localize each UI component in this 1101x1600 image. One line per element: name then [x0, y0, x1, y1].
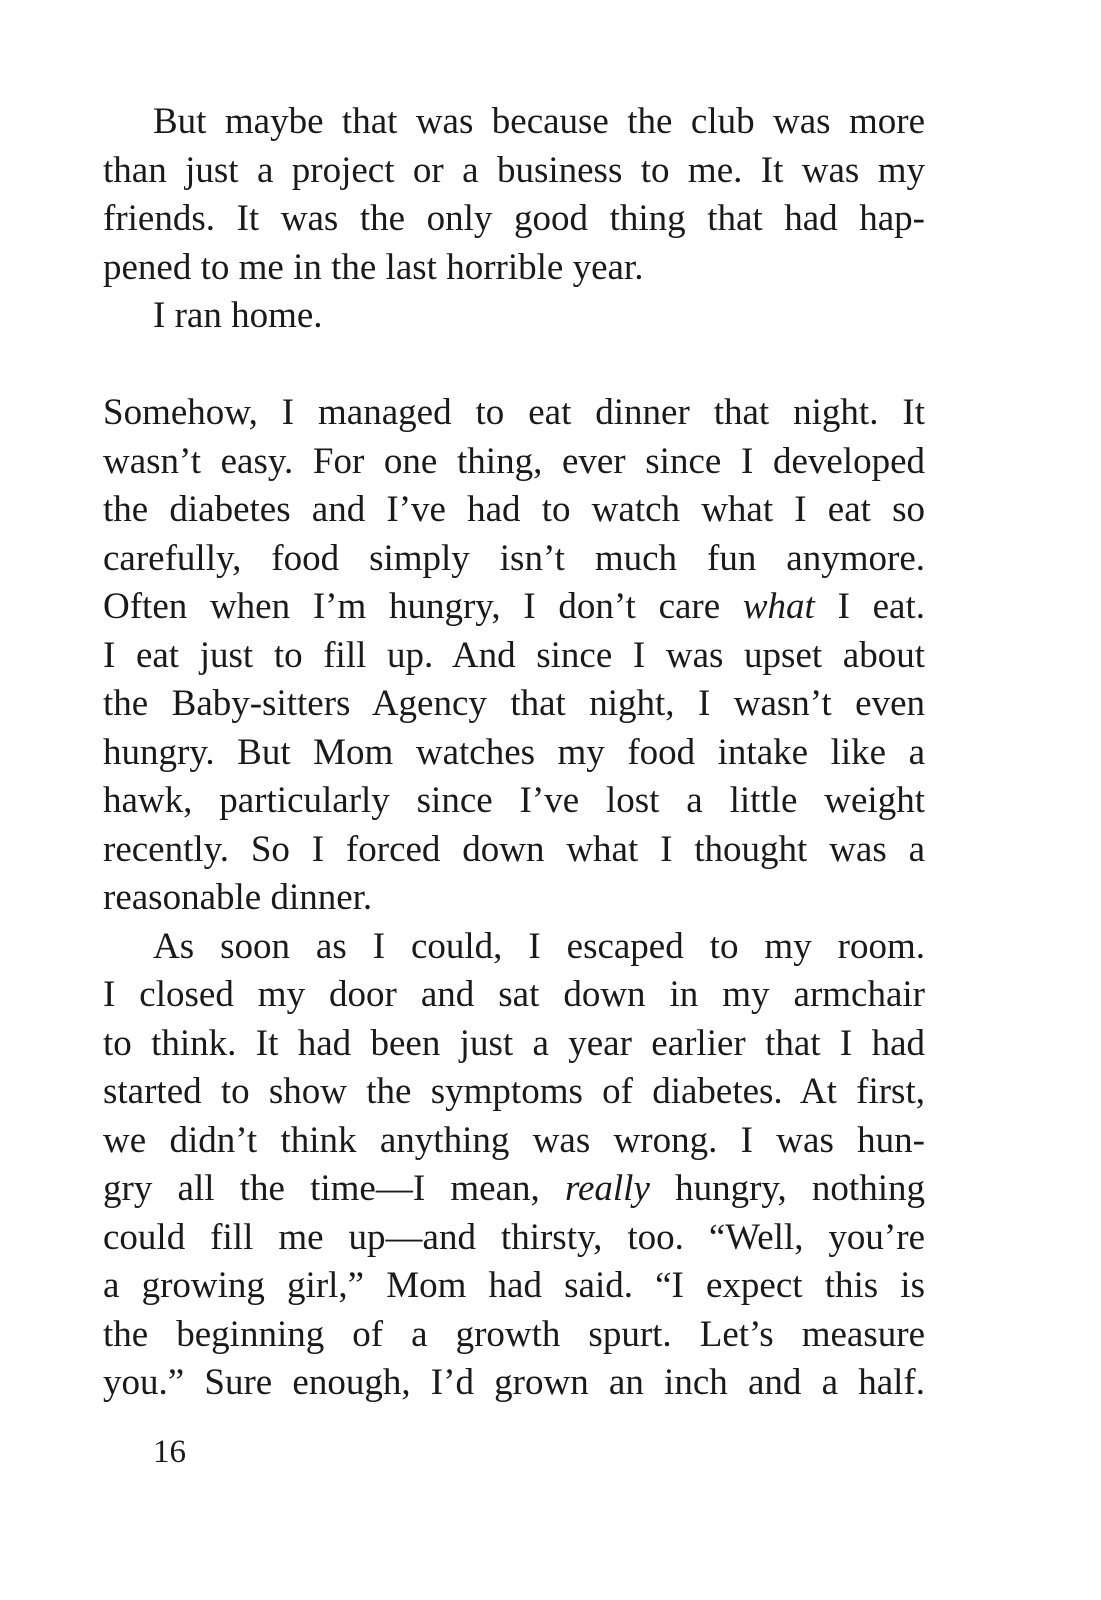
text-line: hungry. But Mom watches my food intake like a	[103, 731, 925, 773]
text-line: started to show the symptoms of diabetes. At first,	[103, 1071, 925, 1112]
text-line: pened to me in the last horrible year.	[103, 246, 644, 288]
italic-emphasis: really	[564, 1168, 650, 1209]
text-run: hungry, nothing	[649, 1168, 925, 1209]
text-line: you.” Sure enough, I’d grown an inch and a half.	[103, 1362, 925, 1403]
text-line: wasn’t easy. For one thing, ever since I developed	[103, 440, 925, 482]
text-line: to think. It had been just a year earlier that I had	[103, 1022, 925, 1064]
italic-emphasis: what	[742, 586, 815, 627]
text-line: But maybe that was because the club was more	[153, 101, 925, 142]
text-line: reasonable dinner.	[103, 877, 373, 918]
section-break	[103, 341, 925, 390]
text-line: Somehow, I managed to eat dinner that night. It	[103, 392, 925, 433]
text-line: I ran home.	[153, 295, 323, 336]
text-line: friends. It was the only good thing that had hap-	[103, 198, 925, 239]
text-line: hawk, particularly since I’ve lost a little weight	[103, 780, 925, 821]
text-run: Often when I’m hungry, I don’t care	[103, 586, 743, 627]
text-line: carefully, food simply isn’t much fun anymore.	[103, 537, 925, 579]
text-line: the Baby-sitters Agency that night, I wasn’t even	[103, 683, 925, 724]
text-line: the diabetes and I’ve had to watch what I eat so	[103, 489, 925, 530]
text-line	[103, 1165, 925, 1214]
text-line: As soon as I could, I escaped to my room.	[153, 925, 925, 967]
text-line: we didn’t think anything was wrong. I was hun-	[103, 1119, 925, 1161]
text-line	[103, 583, 925, 632]
text-line: a growing girl,” Mom had said. “I expect this is	[103, 1265, 925, 1306]
text-line: could fill me up—and thirsty, too. “Well, you’re	[103, 1216, 925, 1258]
text-line: I eat just to fill up. And since I was upset about	[103, 634, 925, 676]
page-number: 16	[153, 1434, 186, 1470]
text-run: I eat.	[814, 586, 925, 627]
body-text	[103, 98, 925, 1408]
text-line: I closed my door and sat down in my armchair	[103, 974, 925, 1015]
text-run: gry all the time—I mean,	[103, 1168, 565, 1209]
text-line: the beginning of a growth spurt. Let’s measure	[103, 1313, 925, 1355]
text-line: recently. So I forced down what I thought was a	[103, 828, 925, 870]
text-line: than just a project or a business to me. It was my	[103, 149, 925, 191]
